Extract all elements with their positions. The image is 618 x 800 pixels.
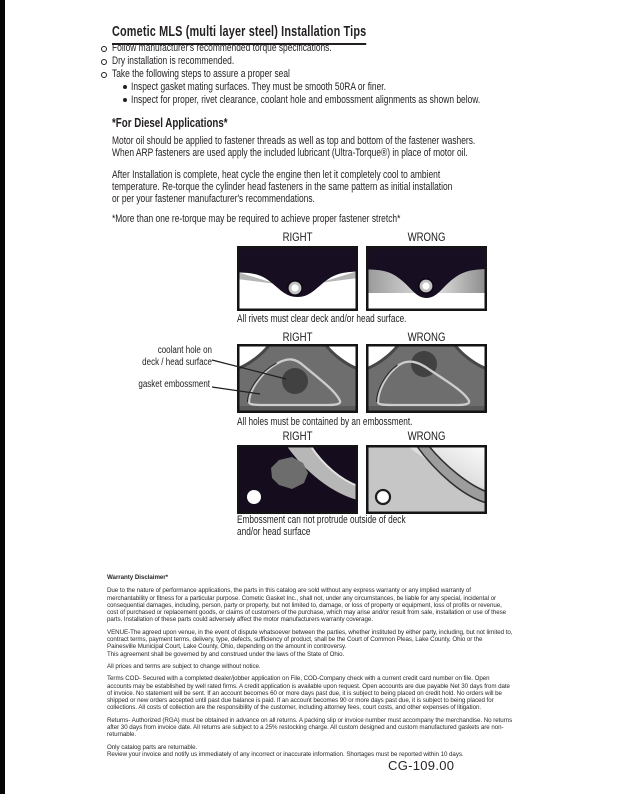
coolant-wrong-panel-graphic <box>366 344 487 413</box>
right-label: RIGHT <box>282 330 313 344</box>
embossment-wrong-diagram <box>366 445 487 514</box>
list-item <box>101 55 579 68</box>
embossment-wrong-panel-graphic <box>366 445 487 514</box>
bullet-text: Inspect for proper, rivet clearance, coolant hole and embossment alignments as shown below. <box>131 94 481 106</box>
doc-code: CG-109.00 <box>388 758 455 773</box>
warranty-disclaimer-block <box>107 574 513 763</box>
paragraph-motor-oil: Motor oil should be applied to fastener threads as well as top and bottom of the fastener washers. When ARP fasteners are used apply the included lubricant (Ultra-Torque®) in place of motor oil. <box>112 135 476 159</box>
list-item <box>123 81 579 94</box>
wrong-label: WRONG <box>407 330 446 344</box>
diesel-section-heading: *For Diesel Applications* <box>112 116 228 130</box>
legal-paragraph: All prices and terms are subject to change without notice. <box>107 662 261 670</box>
rivet-right-diagram <box>237 246 358 311</box>
embossment-right-diagram <box>237 445 358 514</box>
tips-bullet-list <box>101 42 579 107</box>
scan-edge-bar <box>0 0 5 794</box>
hole-caption: All holes must be contained by an embossment. <box>237 416 413 428</box>
wrong-label: WRONG <box>407 429 446 443</box>
list-item <box>101 42 579 55</box>
coolant-hole-wrong-diagram <box>366 344 487 413</box>
paragraph-heat-cycle: After Installation is complete, heat cycle the engine then let it completely cool to ambient temperature. Re-torque the cylinder head fasteners in the same pattern as initial installation or per your fastener manufacturer's recommendations. <box>112 169 453 205</box>
open-bullet-icon <box>101 46 107 52</box>
warranty-heading: Warranty Disclaimer* <box>107 574 169 581</box>
legal-paragraph: This agreement shall be governed by and construed under the laws of the State of Ohio. <box>107 650 345 658</box>
embossment-caption: Embossment can not protrude outside of deck and/or head surface <box>237 514 406 538</box>
paragraph-retorque-note: *More than one re-torque may be required to achieve proper fastener stretch* <box>112 213 401 225</box>
rivet-wrong-panel-graphic <box>366 246 487 311</box>
annotation-leader-lines <box>210 350 305 400</box>
gasket-embossment-annotation: gasket embossment <box>138 379 210 390</box>
bullet-text: Follow manufacturer's recommended torque specifications. <box>112 42 332 54</box>
embossment-right-panel-graphic <box>237 445 358 514</box>
filled-bullet-icon <box>123 85 127 89</box>
wrong-label: WRONG <box>407 230 446 244</box>
legal-paragraph: Only catalog parts are returnable. <box>107 743 198 751</box>
bullet-text: Dry installation is recommended. <box>112 55 235 67</box>
legal-paragraph: Due to the nature of performance applications, the parts in this catalog are sold without any express warranty or any implied warranty of merchantability or fitness for a particular purpose. Cometic Gasket Inc., shall not, under any circumstances, be liable for any special, incidental or consequential damages, including, person, party or property, but not limited to, damage, or loss of property or equipment, loss of profits or revenue, cost of purchased or replacement goods, or claims of customers of the purchase, which may arise and/or result from sale, installation or use of these parts. Installation of these parts could adversely affect the motor manufacturers warranty coverage. <box>107 587 507 624</box>
rivet-caption: All rivets must clear deck and/or head surface. <box>237 313 407 325</box>
filled-bullet-icon <box>123 98 127 102</box>
legal-paragraph: Returns- Authorized (RGA) must be obtained in advance on all returns. A packing slip or invoice number must accompany the merchandise. No returns after 30 days from invoice date. All returns are subject to a 25% restocking charge. All custom designed and custom manufactured gaskets are non-returnable. <box>107 716 513 739</box>
page-title: Cometic MLS (multi layer steel) Installation Tips <box>112 24 366 45</box>
open-bullet-icon <box>101 72 107 78</box>
legal-paragraph: Terms COD- Secured with a completed dealer/jobber application on File, COD-Company check with a current credit card number on file. Open accounts may be established by well rated firms. A credit application is available upon request. Open accounts are due payable Net 30 days from date of invoice. No statement will be sent. If an account becomes 60 or more days past due, it is subject to being placed on credit hold. No orders will be shipped or new orders accepted until past due balance is paid. If an account becomes 90 or more days past due, it is subject to being placed for collections. All costs of collection are the responsibility of the customer, including attorney fees, court costs, and other expenses of litigation. <box>107 675 510 712</box>
open-bullet-icon <box>101 59 107 65</box>
coolant-hole-annotation: coolant hole on deck / head surface <box>142 345 212 368</box>
right-label: RIGHT <box>282 230 313 244</box>
list-item <box>101 68 579 81</box>
rivet-right-panel-graphic <box>237 246 358 311</box>
legal-paragraph: VENUE-The agreed upon venue, in the event of dispute whatsoever between the parties, whether instituted by either party, including, but not limited to, contract terms, payment terms, delivery, type, defects, sufficiency of product, shall be the Court of Common Pleas, Lake County, Ohio or the Painesville Municipal Court, Lake County, Ohio, depending on the amount in controversy. <box>107 628 513 651</box>
rivet-wrong-diagram <box>366 246 487 311</box>
bullet-text: Take the following steps to assure a proper seal <box>112 68 290 80</box>
legal-paragraph: Review your invoice and notify us immediately of any incorrect or inaccurate information. Shortages must be reported within 10 days. <box>107 750 464 758</box>
list-item <box>123 94 579 107</box>
bullet-text: Inspect gasket mating surfaces. They must be smooth 50RA or finer. <box>131 81 386 93</box>
right-label: RIGHT <box>282 429 313 443</box>
